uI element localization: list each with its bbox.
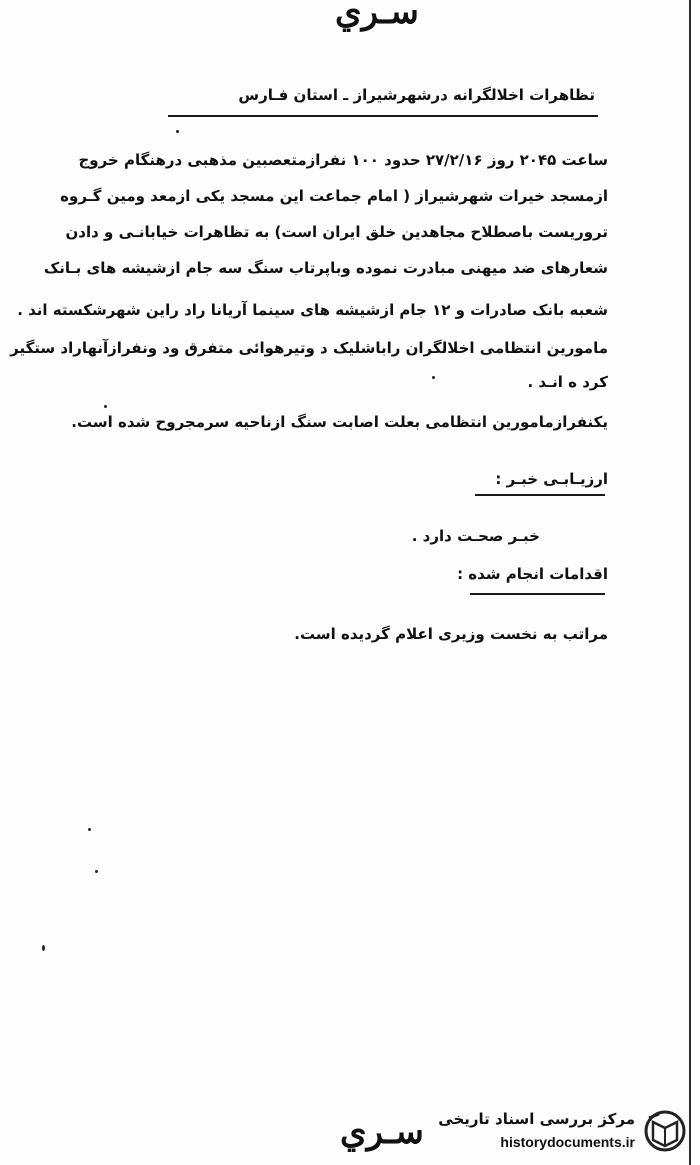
body-line-5: شعبه بانک صادرات و ۱۲ جام ازشیشه های سینما آریانا راد راین شهرشکسته اند . [17,301,608,319]
evaluation-text: خبـر صحـت دارد . [411,527,540,545]
scan-edge [689,0,691,1165]
archive-watermark [420,1108,695,1160]
scan-speck [104,405,107,408]
archive-url: historydocuments.ir [500,1134,635,1150]
body-line-6: مامورین انتظامی اخلالگران راباشلیک د وتیرهوائی متفرق ود ونفرازآنهاراد ستگیر [10,339,608,357]
body-line-4: شعارهای ضد میهنی مبادرت نموده وباپرتاب سنگ سه جام ازشیشه های بـانک [43,259,608,277]
body-line-2: ازمسجد خیرات شهرشیراز ( امام جماعت این مسجد یکی ازمعد ومین گـروه [60,187,608,205]
scan-speck [42,945,45,951]
title-underline [168,115,598,117]
body-line-8: یکنفرازمامورین انتظامی بعلت اصابت سنگ ازناحیه سرمجروح شده است. [71,413,608,431]
actions-underline [470,593,605,595]
scan-speck [88,828,91,831]
classification-stamp-top: سـري [335,0,419,32]
evaluation-label: ارزیـابـی خبـر : [495,470,608,488]
scan-speck [95,870,98,873]
body-line-7: کرد ه انـد . [527,373,608,391]
book-logo-icon [643,1108,687,1154]
document-title: تظاهرات اخلالگرانه درشهرشیراز ـ استان فـارس [238,86,595,104]
actions-label: اقدامات انجام شده : [457,565,608,583]
scan-speck [176,130,179,133]
body-line-1: ساعت ۲۰۴۵ روز ۲۷/۲/۱۶ حدود ۱۰۰ نفرازمتعصبین مذهبی درهنگام خروج [78,151,608,169]
actions-text: مراتب به نخست وزیری اعلام گردیده است. [294,625,608,643]
classification-stamp-bottom: سـري [340,1112,424,1152]
archive-name: مرکز بررسی اسناد تاریخی [438,1110,635,1128]
evaluation-underline [475,494,605,496]
body-line-3: تروریست باصطلاح مجاهدین خلق ایران است) به تظاهرات خیابانـی و دادن [65,223,608,241]
scan-speck [432,376,435,379]
